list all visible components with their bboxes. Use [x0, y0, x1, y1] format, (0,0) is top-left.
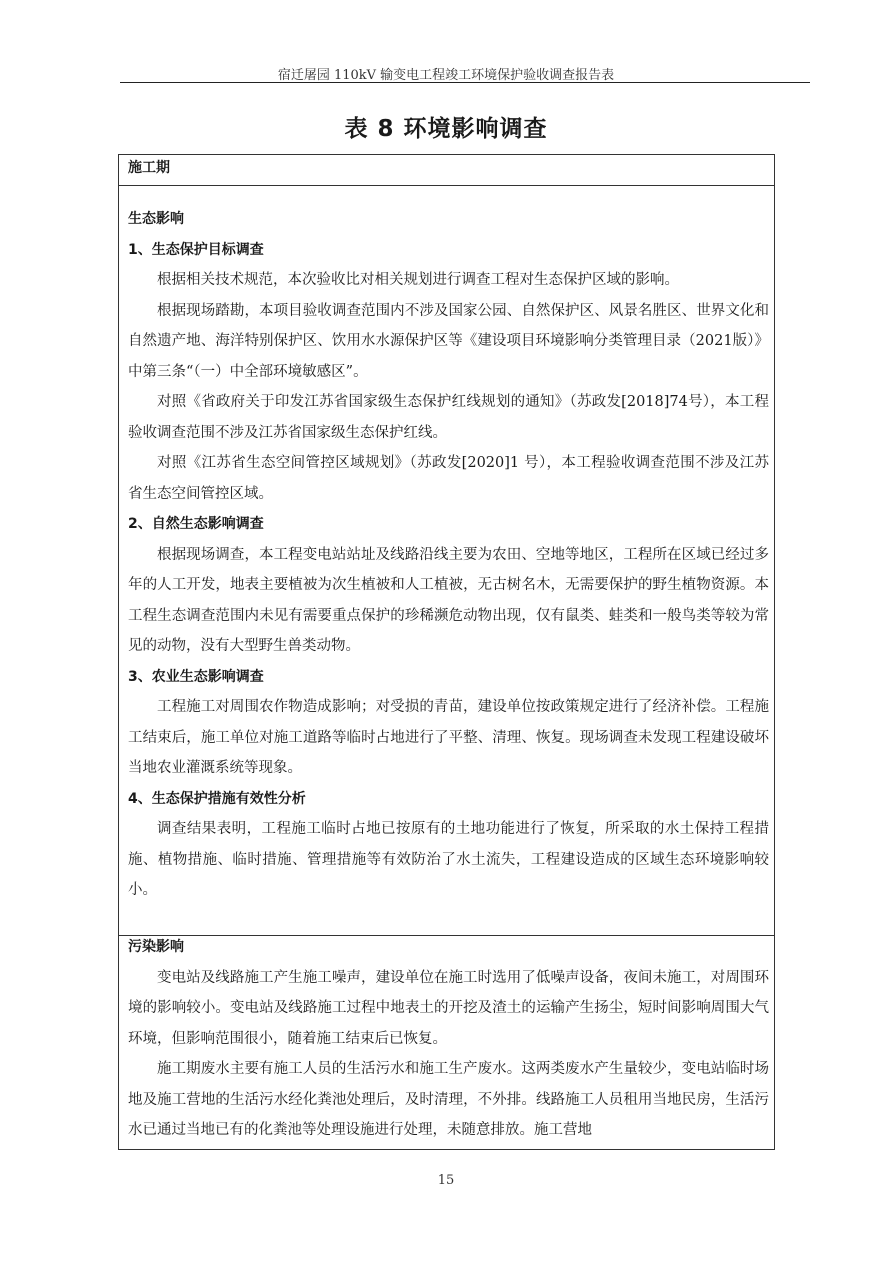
ecology-section [128, 204, 769, 906]
paragraph: 变电站及线路施工产生施工噪声，建设单位在施工时选用了低噪声设备，夜间未施工，对周围环境的影响较小。变电站及线路施工过程中地表土的开挖及渣土的运输产生扬尘，短时间影响周围大气环境，但影响范围很小，随着施工结束后已恢复。 [128, 969, 769, 1047]
page-number: 15 [437, 1173, 455, 1188]
section-heading: 4、生态保护措施有效性分析 [128, 790, 306, 807]
section-heading: 1、生态保护目标调查 [128, 241, 264, 258]
running-header: 宿迁屠园 110kV 输变电工程竣工环境保护验收调查报告表 [277, 68, 615, 83]
section-heading: 2、自然生态影响调查 [128, 516, 264, 532]
pollution-section [128, 932, 769, 1146]
section-heading: 3、农业生态影响调查 [128, 668, 264, 685]
ecology-label: 生态影响 [128, 211, 184, 227]
paragraph: 根据现场调查，本工程变电站站址及线路沿线主要为农田、空地等地区，工程所在区域已经过多年的人工开发，地表主要植被为次生植被和人工植被，无古树名木，无需要保护的野生植物资源。本工程生态调查范围内未见有需要重点保护的珍稀濒危动物出现，仅有鼠类、蛙类和一般鸟类等较为常见的动物，没有大型野生兽类动物。 [128, 546, 769, 654]
row-divider [119, 185, 774, 186]
construction-period-label: 施工期 [128, 160, 170, 176]
paragraph: 对照《省政府关于印发江苏省国家级生态保护红线规划的通知》（苏政发[2018]74号），本工程验收调查范围不涉及江苏省国家级生态保护红线。 [128, 394, 769, 441]
paragraph: 对照《江苏省生态空间管控区域规划》（苏政发[2020]1 号），本工程验收调查范围不涉及江苏省生态空间管控区域。 [128, 455, 769, 502]
header-divider [120, 82, 810, 83]
report-table [118, 154, 775, 1150]
paragraph: 根据现场踏勘，本项目验收调查范围内不涉及国家公园、自然保护区、风景名胜区、世界文化和自然遗产地、海洋特别保护区、饮用水水源保护区等《建设项目环境影响分类管理目录（2021版）》中第三条“（一）中全部环境敏感区”。 [128, 302, 769, 380]
pollution-label: 污染影响 [128, 939, 184, 955]
paragraph: 根据相关技术规范，本次验收比对相关规划进行调查工程对生态保护区域的影响。 [157, 272, 679, 288]
page-title: 表 8 环境影响调查 [344, 116, 548, 142]
paragraph: 施工期废水主要有施工人员的生活污水和施工生产废水。这两类废水产生量较少，变电站临时场地及施工营地的生活污水经化粪池处理后，及时清理，不外排。线路施工人员租用当地民房，生活污水已通过当地已有的化粪池等处理设施进行处理，未随意排放。施工营地 [128, 1061, 769, 1138]
paragraph: 调查结果表明，工程施工临时占地已按原有的土地功能进行了恢复，所采取的水土保持工程措施、植物措施、临时措施、管理措施等有效防治了水土流失，工程建设造成的区域生态环境影响较小。 [128, 821, 769, 898]
paragraph: 工程施工对周围农作物造成影响；对受损的青苗，建设单位按政策规定进行了经济补偿。工程施工结束后，施工单位对施工道路等临时占地进行了平整、清理、恢复。现场调查未发现工程建设破坏当地农业灌溉系统等现象。 [128, 699, 769, 776]
